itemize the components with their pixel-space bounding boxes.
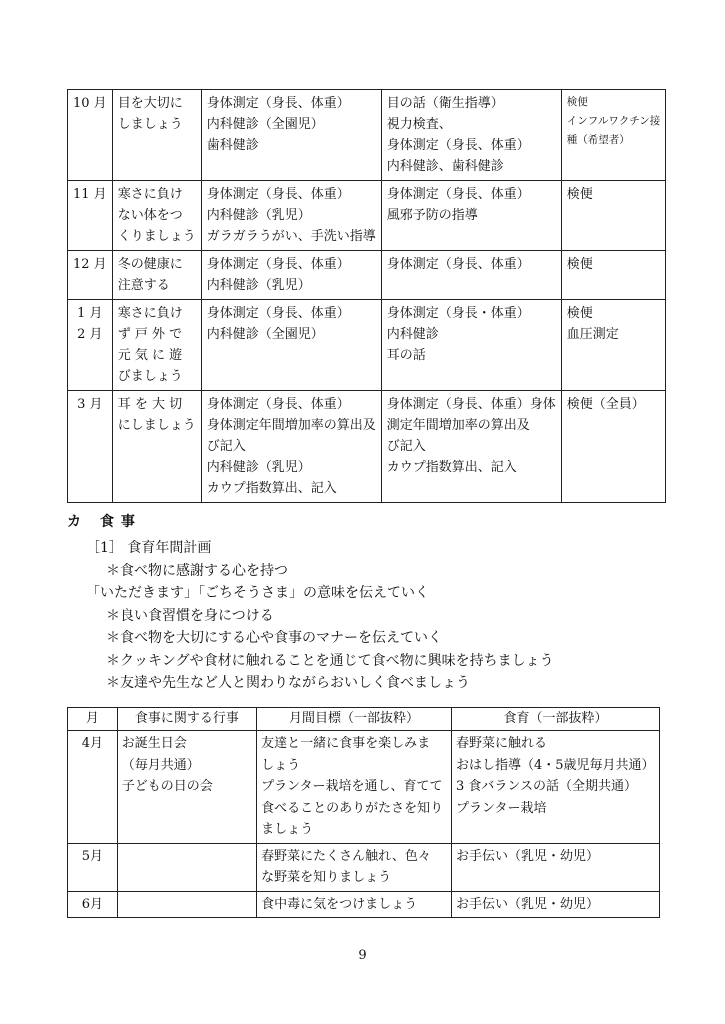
cell-line: 耳の話: [386, 348, 426, 363]
table-cell: [381, 391, 561, 503]
cell-line: 検便: [566, 96, 588, 108]
cell-line: 検便（全員）: [566, 397, 645, 412]
cell-line: 内科健診、歯科健診: [386, 159, 504, 174]
section-heading: 食 事: [100, 514, 136, 530]
table-cell: [68, 731, 118, 844]
cell-line: 内科健診（乳児）: [206, 208, 311, 223]
cell-line: 目の話（衛生指導）: [386, 96, 504, 111]
cell-line: 寒さに負け: [117, 306, 183, 321]
table-row: [68, 300, 666, 391]
cell-line: 身体測定（身長、体重）: [206, 397, 350, 412]
cell-line: 内科健診: [386, 327, 439, 342]
cell-line: 内科健診（全園児）: [206, 327, 324, 342]
cell-line: プランター栽培: [456, 800, 547, 816]
cell-line: 友達と一緒に食事を楽しみま: [261, 736, 431, 751]
cell-line: 4月: [81, 736, 103, 751]
table-cell: [117, 731, 256, 844]
table-cell: [201, 181, 381, 251]
cell-line: 6月: [81, 896, 103, 912]
cell-line: 身体測定（身長、体重）: [386, 187, 530, 202]
table-cell: [561, 90, 666, 181]
table-cell: [381, 181, 561, 251]
cell-line: 内科健診（全園児）: [206, 117, 324, 132]
table-cell: [452, 891, 660, 918]
cell-line: 食べることのありがたさを知り: [261, 800, 444, 816]
cell-line: カウプ指数算出、記入: [206, 481, 337, 496]
cell-line: 3 月: [77, 397, 103, 412]
cell-line: 身体測定（身長、体重）: [206, 187, 350, 202]
cell-line: 目を大切に: [117, 96, 183, 111]
cell-line: しょう: [261, 757, 301, 773]
cell-line: ガラガラうがい、手洗い指導: [206, 229, 376, 244]
cell-line: ましょう: [261, 822, 314, 837]
table-cell: [112, 300, 201, 391]
cell-line: 冬の健康に: [117, 257, 183, 272]
cell-line: 3 食バランスの話（全期共通）: [456, 779, 638, 794]
table-cell: [117, 843, 256, 891]
cell-line: 検便: [566, 257, 593, 272]
cell-line: び記入: [206, 439, 246, 454]
table-row: [68, 843, 660, 891]
cell-line: 内科健診（乳児）: [206, 460, 311, 475]
cell-line: 視力検査、: [386, 117, 452, 132]
cell-line: インフルワクチン接: [566, 115, 661, 127]
cell-line: 10 月: [73, 96, 107, 111]
cell-line: 2 月: [77, 327, 103, 342]
cell-line: お手伝い（乳児・幼児）: [456, 896, 600, 912]
page-number: 9: [358, 948, 367, 963]
cell-line: 身体測定（身長、体重）: [206, 306, 350, 321]
cell-line: おはし指導（4・5歳児毎月共通）: [456, 757, 655, 773]
cell-line: 種（希望者）: [566, 134, 630, 146]
column-header: 食事に関する行事: [117, 708, 256, 731]
cell-line: び記入: [386, 439, 426, 454]
table-cell: [561, 251, 666, 300]
cell-line: 検便: [566, 187, 593, 202]
plan-item: ＊良い食習慣を身につける: [106, 607, 274, 624]
table-cell: [112, 251, 201, 300]
cell-line: お誕生日会: [121, 736, 187, 751]
cell-line: 歯科健診: [206, 138, 259, 153]
cell-line: にしましょう: [117, 418, 196, 433]
table-cell: [452, 731, 660, 844]
cell-line: 子どもの日の会: [121, 779, 213, 794]
cell-line: 内科健診（乳児）: [206, 278, 311, 293]
table-cell: [381, 251, 561, 300]
cell-line: 食中毒に気をつけましょう: [261, 896, 418, 912]
cell-line: 身体測定（身長・体重）: [386, 306, 530, 321]
cell-line: お手伝い（乳児・幼児）: [456, 848, 600, 864]
table-row: [68, 731, 660, 844]
cell-line: 注意する: [117, 278, 170, 293]
table-cell: [201, 90, 381, 181]
plan-item: ＊クッキングや食材に触れることを通じて食べ物に興味を持ちましょう: [106, 652, 554, 669]
table-cell: [452, 843, 660, 891]
cell-line: 5月: [81, 848, 103, 864]
table-cell: [68, 300, 113, 391]
table-cell: [381, 90, 561, 181]
cell-line: 身体測定（身長、体重）身体: [386, 397, 556, 412]
table-cell: [68, 391, 113, 503]
cell-line: 身体測定（身長、体重）: [386, 257, 530, 272]
table-cell: [257, 843, 452, 891]
cell-line: ない体をつ: [117, 208, 183, 223]
plan-item: 「いただきます」「ごちそうさま」の意味を伝えていく: [86, 585, 429, 601]
table-row: [68, 181, 666, 251]
table-cell: [112, 391, 201, 503]
food-education-plan: [86, 537, 554, 695]
section-letter: カ: [67, 514, 82, 530]
cell-line: プランター栽培を通し、育てて: [261, 779, 443, 794]
food-plan-table: [67, 707, 660, 918]
cell-line: 元 気 に 遊: [117, 348, 183, 363]
cell-line: 11 月: [73, 187, 107, 202]
table-cell: [201, 251, 381, 300]
table-cell: [68, 251, 113, 300]
cell-line: ず 戸 外 で: [117, 327, 183, 342]
cell-line: 風邪予防の指導: [386, 208, 478, 223]
table-header-row: [68, 708, 660, 731]
table-row: [68, 90, 666, 181]
cell-line: 検便: [566, 306, 593, 321]
table-cell: [112, 181, 201, 251]
table-cell: [561, 391, 666, 503]
table-row: [68, 251, 666, 300]
table-cell: [68, 891, 118, 918]
cell-line: 1 月: [77, 306, 103, 321]
column-header: 食育（一部抜粋）: [452, 708, 660, 731]
section-title: [67, 511, 154, 531]
cell-line: カウプ指数算出、記入: [386, 460, 517, 475]
table-cell: [201, 391, 381, 503]
table-cell: [381, 300, 561, 391]
plan-item: ＊食べ物を大切にする心や食事のマナーを伝えていく: [106, 630, 442, 646]
cell-line: くりましょう: [117, 229, 196, 244]
table-cell: [68, 181, 113, 251]
column-header: 月間目標（一部抜粋）: [257, 708, 452, 731]
cell-line: しましょう: [117, 117, 183, 132]
plan-item: ＊食べ物に感謝する心を持つ: [106, 562, 288, 579]
cell-line: 測定年間増加率の算出及: [386, 418, 530, 433]
table-row: [68, 891, 660, 918]
cell-line: 春野菜に触れる: [456, 736, 548, 751]
table-cell: [257, 731, 452, 844]
cell-line: 春野菜にたくさん触れ、色々: [261, 848, 431, 864]
cell-line: 身体測定（身長、体重）: [386, 138, 530, 153]
cell-line: 身体測定（身長、体重）: [206, 96, 350, 111]
table-row: [68, 391, 666, 503]
table-cell: [117, 891, 256, 918]
cell-line: 身体測定（身長、体重）: [206, 257, 350, 272]
cell-line: な野菜を知りましょう: [261, 870, 392, 885]
cell-line: 血圧測定: [566, 327, 619, 342]
table-cell: [561, 300, 666, 391]
cell-line: びましょう: [117, 369, 183, 384]
table-cell: [68, 843, 118, 891]
table-cell: [68, 90, 113, 181]
cell-line: 耳 を 大 切: [117, 397, 183, 412]
table-cell: [112, 90, 201, 181]
cell-line: （毎月共通）: [121, 757, 200, 773]
column-header: 月: [68, 708, 118, 731]
plan-heading: ［1］ 食育年間計画: [86, 540, 212, 556]
cell-line: 寒さに負け: [117, 187, 183, 202]
table-cell: [257, 891, 452, 918]
table-cell: [561, 181, 666, 251]
health-schedule-table: [67, 89, 666, 503]
cell-line: 12 月: [73, 257, 107, 272]
plan-item: ＊友達や先生など人と関わりながらおいしく食べましょう: [106, 675, 470, 691]
table-cell: [201, 300, 381, 391]
cell-line: 身体測定年間増加率の算出及: [206, 418, 376, 433]
